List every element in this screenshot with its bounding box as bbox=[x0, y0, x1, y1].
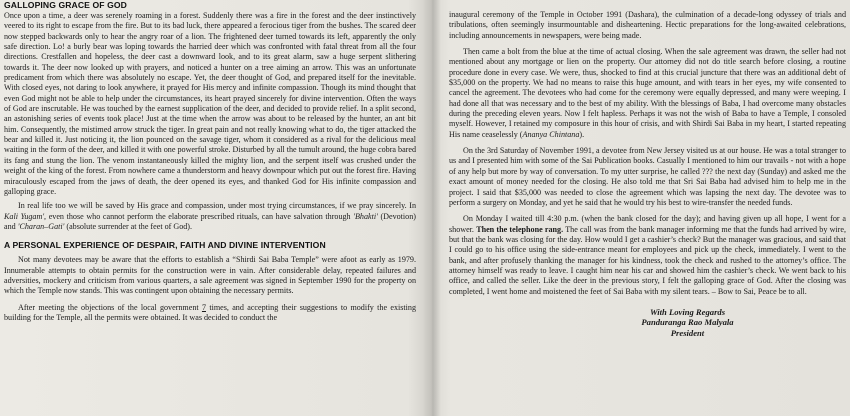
mortgage-paragraph: Then came a bolt from the blue at the time of actual closing. When the sale agreement was drawn, the seller had not mentioned about any mortgage or lien on the property. Our attorney did not do title search before closing, a routine procedure done in every case. We were, thus, shocked to find at this crucial juncture that there was an additional debt of $35,000 on the property. We had no means to raise this huge amount, and with tears in her eyes, my wife consented to cancel the agreement. The devotees who had come for the ceremony were equally depressed, and many were weeping. I had done all that was necessary and to the best of my ability. With the blessings of Baba, I had overcome many obstacles during the preceding eleven years. Now I felt hapless. Perhaps it was not the wish of Baba to have a Temple, I consoled myself. However, I retained my composure in this hour of crisis, and with Shirdi Sai Baba in my heart, I started repeating His name ceaselessly (Ananya Chintana). bbox=[449, 47, 846, 139]
grace-paragraph: In real life too we will be saved by His grace and compassion, under most trying circumstances, if we pray sincerely. In Kali Yugam', even those who cannot perform the elaborate prescribed rituals, can have salvation through 'Bhakti' (Devotion) and 'Charan–Gati' (absolute surrender at the feet of God). bbox=[4, 201, 416, 231]
signature-block bbox=[529, 307, 846, 339]
telephone-paragraph: On Monday I waited till 4:30 p.m. (when the bank closed for the day); and having given up all hope, I went for a shower. Then the telephone rang. The call was from the bank manager informing me that the funds had arrived by wire, but that the bank was closing for the day. How would I get a cashier’s check? But the manager was gracious, and said that I could go to his office using the side-entrance meant for employees and pick up the check, immediately. I went to the bank, and after profusely thanking the manager for his kindness, took the check and rushed to the attorney’s office. The attorney himself was ready to leave. I caught him near his car and showed him the cashier’s check. We went back to his office, and called the seller. Like the deer in the previous story, I felt the galloping grace of God. After the closing was completed, I went home and moistened the feet of Sai Baba with my silent tears. – Bow to Sai, Peace be to all. bbox=[449, 214, 846, 296]
story-heading: GALLOPING GRACE OF GOD bbox=[4, 0, 127, 10]
right-column bbox=[449, 10, 846, 416]
permits-paragraph: After meeting the objections of the local government 7 times, and accepting their suggestions to modify the existing building for the Temple, all the permits were obtained. It was decided to conduct the bbox=[4, 302, 416, 322]
experience-heading: A PERSONAL EXPERIENCE OF DESPAIR, FAITH AND DIVINE INTERVENTION bbox=[4, 240, 326, 251]
closing-line: With Loving Regards bbox=[649, 306, 726, 317]
devotee-paragraph: On the 3rd Saturday of November 1991, a devotee from New Jersey visited us at our house. He was a total stranger to us and I presented him with some of the Sai Publication books. Casually I mentioned to him our travails - not with a hope of any help but more by way of conversation. To my utter surprise, he called ??? the next day (Sunday) and asked me the exact amount of money needed for the closing. He also told me that Sri Sai Baba had advised him to help me in the project. I said that $35,000 was needed to close the agreement which was lapsing the next day. The devotee was to perform a surgery on Monday, and yet he said that he would try his best to wire-transfer the needed funds. bbox=[449, 146, 846, 207]
temple-history-paragraph: Not many devotees may be aware that the efforts to establish a “Shirdi Sai Baba Temple” were afoot as early as 1979. Innumerable attempts to obtain permits for the construction were in vain. After considerable delay, repeated failures and adversities, mockery and criticism from various quarters, a sale agreement was signed in September 1990 for the property on which the Temple now stands. This was contingent upon obtaining the necessary permits. bbox=[4, 255, 416, 296]
inaugural-paragraph: inaugural ceremony of the Temple in October 1991 (Dashara), the culmination of a decade-long odyssey of trials and tribulations, often seemingly insurmountable and disheartening. Hectic preparations for the long-awaited celebrations, including announcements in newspapers, were being made. bbox=[449, 10, 846, 40]
left-column bbox=[4, 0, 416, 416]
page-fold bbox=[423, 0, 441, 416]
signatory-name: Panduranga Rao Malyala bbox=[641, 317, 734, 328]
signatory-title: President bbox=[670, 327, 705, 338]
story-paragraph: Once upon a time, a deer was serenely roaming in a forest. Suddenly there was a fire in the forest and the deer instinctively veered to its right to escape from the fire. But to its bad luck, there appeared a ferocious tiger from the bushes. The scared deer now stepped backwards only to hear the angry roar of a lion. The frightened deer turned towards its left, apparently the only safe direction. Lo! a burly bear was loping towards the harried deer which was confronted with fatal threat from all the four directions. Crestfallen and hopeless, the deer cast a downward look, and to its great alarm, saw a huge serpent slithering towards it. The deer now looked up with prayers, and noticed a hunter on a tree aiming an arrow. This was an unfortunate predicament from which there was absolutely no escape. Yet, the deer thought of God, and prepared itself for the inevitable. With closed eyes, not daring to look anywhere, it prayed for His mercy and infinite compassion. Though its mind thought that even God might not be able to help under the circumstances, its heart prayed sincerely for divine intervention. Often the ways of God are inscrutable. He was touched by the earnest supplication of the deer, and decided to provide relief. In a split second, an astonishing series of events took place! Just at the time when the arrow was about to be released by the hunter, an ant bit him. Consequently, the mistimed arrow struck the tiger. In great pain and not really knowing what to do, the tiger attacked the bear and killed it. Just noticing it, the lion pounced on the savage tiger, whom it considered as a rival for the delicious meal waiting in the form of the deer, and killed it with one powerful stroke. Disturbed by all the tumult around, the huge cobra bared its fang and stung the lion. The venom instantaneously killed the mighty lion, and the serpent itself was crushed under the weight of the king of the forest. From nowhere came a thunderstorm and heavy downpour which put out the forest fire. Having miraculously escaped from the jaws of death, the deer opened its eyes, and thanked God for His infinite compassion and galloping grace. bbox=[4, 11, 416, 196]
